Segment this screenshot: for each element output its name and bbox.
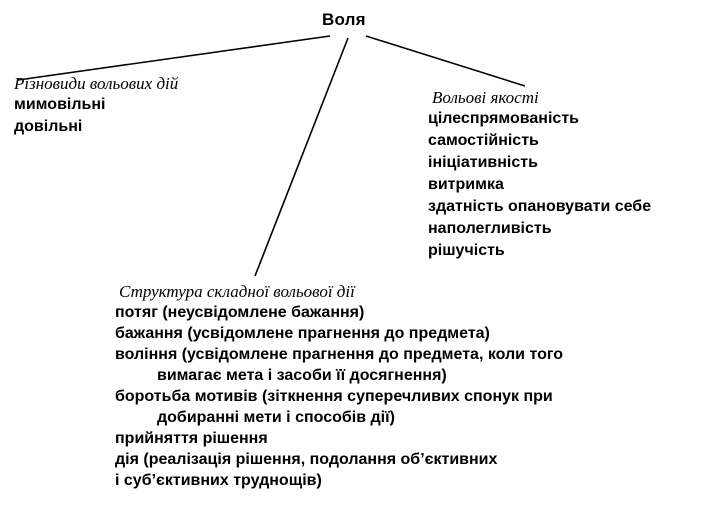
list-item: мимовільні xyxy=(14,96,106,113)
voluntary-action-types-list xyxy=(14,94,178,138)
root-node-title: Воля xyxy=(322,10,366,29)
list-item: самостійність xyxy=(428,132,539,149)
list-item xyxy=(115,470,563,491)
volitional-qualities-node xyxy=(428,88,651,262)
voluntary-action-types-heading: Різновиди вольових дій xyxy=(14,74,179,93)
list-item xyxy=(115,344,563,386)
list-item: наполегливість xyxy=(428,220,552,237)
list-item: витримка xyxy=(428,176,504,193)
connector-right xyxy=(366,36,525,86)
list-item xyxy=(115,323,563,344)
list-item-text: дія (реалізація рішення, подолання об’єктивних xyxy=(115,451,498,468)
list-item xyxy=(115,428,563,449)
complex-action-structure-heading: Структура складної вольової дії xyxy=(119,282,355,301)
list-item: цілеспрямованість xyxy=(428,110,579,127)
volitional-qualities-list xyxy=(428,108,651,262)
list-item: рішучість xyxy=(428,242,505,259)
list-item-text: і суб’єктивних труднощів) xyxy=(115,472,322,489)
connector-bottom xyxy=(255,38,348,276)
volitional-qualities-heading: Вольові якості xyxy=(432,88,539,107)
complex-action-structure-node xyxy=(115,282,563,491)
list-item xyxy=(115,386,563,428)
list-item-text: прийняття рішення xyxy=(115,430,268,447)
list-item xyxy=(115,302,563,323)
list-item-continuation: добиранні мети і способів дії) xyxy=(157,409,395,426)
list-item-continuation: вимагає мета і засоби її досягнення) xyxy=(157,367,447,384)
list-item: довільні xyxy=(14,118,83,135)
list-item: здатність опановувати себе xyxy=(428,198,652,215)
list-item xyxy=(115,449,563,470)
list-item-text: воління (усвідомлене прагнення до предмета, коли того xyxy=(115,346,564,363)
voluntary-action-types-node xyxy=(14,74,178,138)
list-item: ініціативність xyxy=(428,154,538,171)
list-item-text: боротьба мотивів (зіткнення суперечливих спонук при xyxy=(115,388,553,405)
list-item-text: потяг (неусвідомлене бажання) xyxy=(115,304,365,321)
complex-action-structure-list xyxy=(115,302,563,491)
list-item-text: бажання (усвідомлене прагнення до предмета) xyxy=(115,325,490,342)
